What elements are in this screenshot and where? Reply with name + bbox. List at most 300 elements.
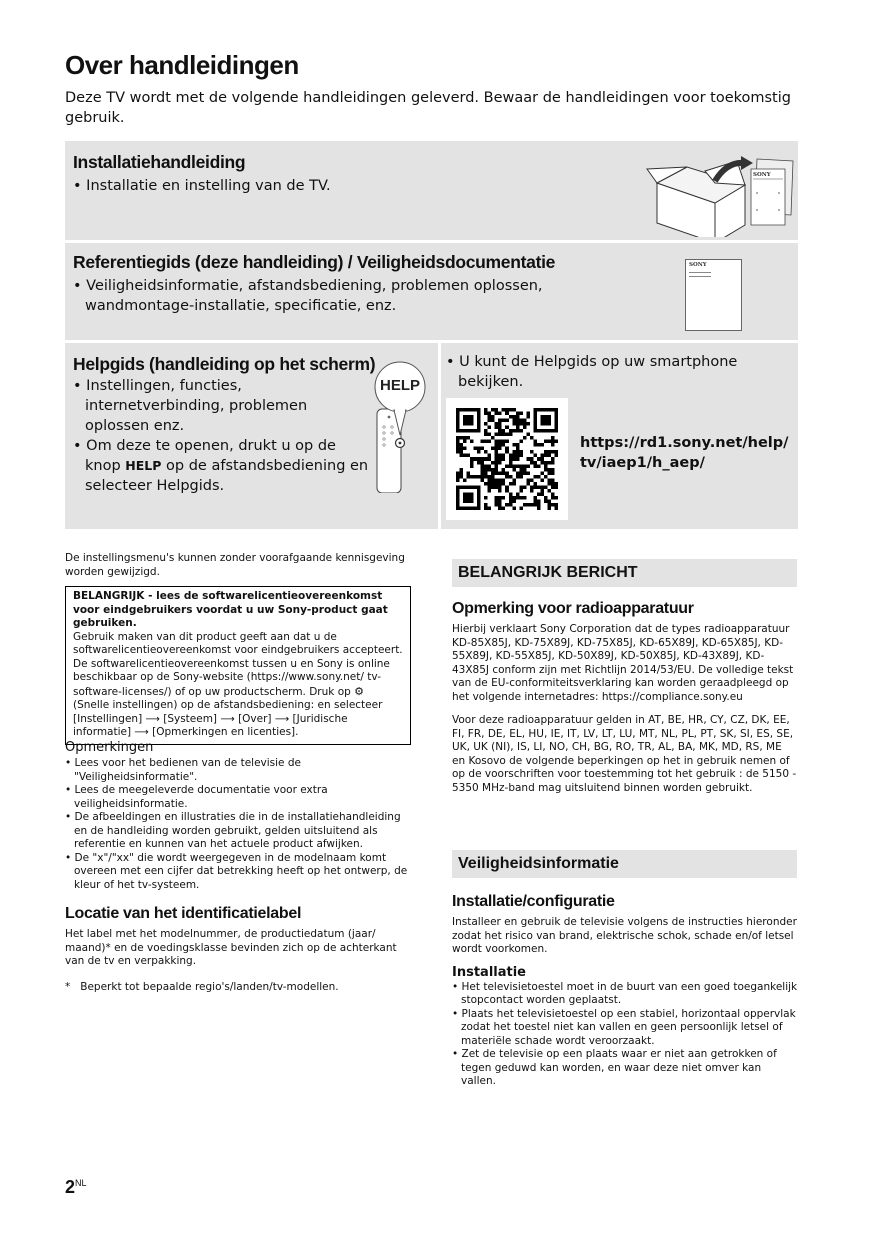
qr-module: [544, 422, 548, 426]
qr-module: [547, 440, 551, 444]
qr-module: [544, 454, 548, 458]
qr-module: [460, 485, 464, 489]
list-item: • Plaats het televisietoestel op een stabiel, horizontaal oppervlak zodat het toestel niet kan vallen en geen persoonlijk letsel of materiële schade wordt veroorzaakt.: [452, 1008, 798, 1049]
qr-module: [456, 496, 460, 500]
qr-module: [547, 461, 551, 465]
qr-module: [537, 492, 541, 496]
qr-module: [481, 468, 485, 472]
page-title: Over handleidingen: [65, 50, 299, 80]
qr-module: [516, 422, 520, 426]
qr-module: [537, 499, 541, 503]
qr-module: [519, 471, 523, 475]
qr-module: [551, 503, 555, 507]
qr-module: [477, 426, 481, 430]
qr-module: [554, 429, 558, 433]
qr-module: [523, 503, 527, 507]
qr-module: [551, 429, 555, 433]
menu-path-item: (Snelle instellingen) op de afstandsbediening: en selecteer [Instellingen]: [73, 699, 383, 725]
qr-module: [456, 447, 460, 451]
qr-module: [477, 412, 481, 416]
qr-module: [544, 415, 548, 419]
qr-module: [533, 461, 537, 465]
qr-module: [491, 415, 495, 419]
qr-module: [526, 471, 530, 475]
qr-module: [533, 485, 537, 489]
qr-module: [533, 440, 537, 444]
qr-module: [523, 436, 527, 440]
smartphone-help-box: [441, 343, 798, 529]
help-guide-bullets: [73, 376, 373, 496]
qr-module: [456, 503, 460, 507]
qr-module: [502, 496, 506, 500]
id-label-text: Het label met het modelnummer, de productiedatum (jaar/ maand)* en de voedingsklasse bevinden zich op de achterkant van de tv en verpakking.: [65, 928, 397, 967]
qr-module: [477, 450, 481, 454]
qr-module: [481, 464, 485, 468]
qr-module: [540, 492, 544, 496]
qr-module: [505, 489, 509, 493]
qr-module: [547, 506, 551, 510]
qr-module: [547, 422, 551, 426]
remarks-section: [65, 740, 413, 892]
qr-module: [488, 464, 492, 468]
qr-module: [498, 496, 502, 500]
qr-module: [484, 482, 488, 486]
list-item: • De afbeeldingen en illustraties die in de installatiehandleiding en de handleiding worden gebruikt, gelden uitsluitend als referentie en kunnen van het actuele product afwijken.: [65, 811, 413, 852]
qr-module: [516, 464, 520, 468]
qr-module: [488, 426, 492, 430]
help-bubble-label: HELP: [380, 377, 421, 394]
qr-module: [456, 485, 460, 489]
qr-module: [502, 433, 506, 437]
qr-module: [495, 408, 499, 412]
install-illustration-brand: SONY: [753, 172, 771, 178]
qr-module: [495, 461, 499, 465]
qr-module: [460, 443, 464, 447]
qr-module: [488, 412, 492, 416]
license-notice-text: [73, 631, 403, 740]
qr-module: [526, 482, 530, 486]
qr-module: [505, 412, 509, 416]
qr-module: [502, 471, 506, 475]
qr-module: [456, 412, 460, 416]
arrow-right-icon: ⟶: [274, 713, 290, 725]
qr-module: [495, 485, 499, 489]
qr-module: [537, 464, 541, 468]
qr-module: [537, 408, 541, 412]
qr-module: [495, 496, 499, 500]
qr-module: [484, 468, 488, 472]
qr-module: [509, 429, 513, 433]
qr-module: [512, 454, 516, 458]
arrow-right-icon: ⟶: [134, 727, 149, 738]
qr-module: [474, 475, 478, 479]
qr-module: [512, 506, 516, 510]
qr-module: [456, 426, 460, 430]
qr-module: [516, 429, 520, 433]
qr-module: [551, 485, 555, 489]
qr-module: [477, 429, 481, 433]
qr-module: [540, 489, 544, 493]
qr-module: [470, 499, 474, 503]
qr-module: [495, 503, 499, 507]
qr-module: [470, 415, 474, 419]
qr-module: [537, 475, 541, 479]
qr-module: [502, 440, 506, 444]
qr-module: [505, 471, 509, 475]
qr-module: [533, 419, 537, 423]
qr-module: [502, 506, 506, 510]
qr-module: [498, 433, 502, 437]
qr-module: [488, 489, 492, 493]
qr-module: [554, 440, 558, 444]
qr-module: [474, 408, 478, 412]
qr-module: [498, 503, 502, 507]
qr-module: [456, 415, 460, 419]
qr-module: [509, 496, 513, 500]
qr-module: [512, 499, 516, 503]
qr-module: [460, 450, 464, 454]
qr-module: [495, 447, 499, 451]
qr-module: [477, 496, 481, 500]
qr-module: [519, 485, 523, 489]
qr-module: [495, 457, 499, 461]
qr-module: [523, 496, 527, 500]
qr-module: [533, 415, 537, 419]
qr-module: [488, 433, 492, 437]
qr-module: [456, 492, 460, 496]
qr-module: [502, 429, 506, 433]
qr-module: [484, 503, 488, 507]
qr-module: [505, 408, 509, 412]
installation-guide-bullets: [73, 176, 331, 196]
qr-module: [505, 450, 509, 454]
qr-module: [512, 422, 516, 426]
settings-note: De instellingsmenu's kunnen zonder voorafgaande kennisgeving worden gewijzigd.: [65, 552, 405, 578]
help-url[interactable]: [580, 433, 788, 473]
qr-module: [470, 506, 474, 510]
qr-module: [477, 506, 481, 510]
qr-module: [467, 422, 471, 426]
qr-module: [533, 426, 537, 430]
qr-module: [554, 408, 558, 412]
qr-module: [460, 506, 464, 510]
qr-module: [547, 429, 551, 433]
qr-module: [516, 447, 520, 451]
qr-module: [467, 485, 471, 489]
qr-module: [554, 426, 558, 430]
qr-module: [509, 503, 513, 507]
qr-module: [495, 499, 499, 503]
qr-module: [547, 408, 551, 412]
id-label-footnote: * Beperkt tot bepaalde regio's/landen/tv-modellen.: [65, 980, 339, 993]
qr-module: [512, 443, 516, 447]
qr-module: [540, 471, 544, 475]
qr-module: [512, 415, 516, 419]
qr-module: [484, 471, 488, 475]
qr-module: [498, 447, 502, 451]
qr-module: [523, 419, 527, 423]
installation-subheading: Installatie: [452, 964, 526, 980]
qr-module: [495, 464, 499, 468]
qr-module: [470, 496, 474, 500]
qr-module: [523, 464, 527, 468]
qr-module: [456, 450, 460, 454]
qr-module: [502, 482, 506, 486]
qr-module: [498, 412, 502, 416]
menu-path-item: [Juridische informatie]: [73, 712, 348, 738]
reference-illustration-brand: SONY: [689, 262, 707, 268]
qr-module: [509, 433, 513, 437]
qr-module: [519, 496, 523, 500]
installation-config-text: Installeer en gebruik de televisie volgens de instructies hieronder zodat het risico van brand, elektrische schok, schade en/of letsel wordt voorkomen.: [452, 916, 797, 955]
list-item: • Lees de meegeleverde documentatie voor extra veiligheidsinformatie.: [65, 784, 413, 811]
qr-module: [519, 422, 523, 426]
help-bullet-text: Om deze te openen, drukt u op de knop: [85, 438, 336, 474]
qr-module: [467, 429, 471, 433]
qr-module: [460, 468, 464, 472]
qr-module: [519, 419, 523, 423]
remarks-heading: Opmerkingen: [65, 740, 154, 755]
qr-module: [540, 461, 544, 465]
qr-module: [512, 408, 516, 412]
qr-module: [540, 422, 544, 426]
qr-module: [491, 447, 495, 451]
qr-module: [498, 471, 502, 475]
safety-information-band: Veiligheidsinformatie: [452, 850, 797, 878]
qr-module: [474, 485, 478, 489]
qr-module: [498, 506, 502, 510]
qr-module: [554, 415, 558, 419]
qr-module: [526, 422, 530, 426]
qr-module: [551, 496, 555, 500]
reference-guide-heading: Referentiegids (deze handleiding) / Veiligheidsdocumentatie: [73, 252, 556, 272]
qr-module: [512, 468, 516, 472]
qr-module: [488, 468, 492, 472]
list-item: • U kunt de Helpgids op uw smartphone bekijken.: [446, 352, 746, 392]
tv-box-illustration-icon: [645, 155, 795, 237]
qr-module: [519, 464, 523, 468]
qr-module: [467, 492, 471, 496]
qr-module: [495, 450, 499, 454]
qr-module: [523, 471, 527, 475]
qr-module: [509, 475, 513, 479]
qr-module: [533, 429, 537, 433]
qr-module: [484, 464, 488, 468]
qr-module: [516, 492, 520, 496]
qr-module: [463, 499, 467, 503]
qr-module: [477, 503, 481, 507]
page-language: NL: [75, 1178, 87, 1188]
qr-module: [533, 503, 537, 507]
qr-module: [547, 419, 551, 423]
qr-module: [460, 429, 464, 433]
qr-module: [505, 433, 509, 437]
qr-module: [533, 422, 537, 426]
qr-module: [537, 506, 541, 510]
radio-equipment-text: Hierbij verklaart Sony Corporation dat de types radioapparatuur KD-85X85J, KD-75X89J, KD-75X85J, KD-65X89J, KD-65X85J, KD-55X89J, KD-55X85J, KD-50X89J, KD-50X85J, KD-43X89J, KD-43X85J conform zijn met Richtlijn 2014/53/EU. De volledige tekst van de EU-conformiteitsverklaring kan worden geraadpleegd op het volgende internetadres: https://compliance.sony.eu: [452, 623, 794, 703]
qr-module: [554, 422, 558, 426]
qr-module: [498, 440, 502, 444]
qr-module: [533, 412, 537, 416]
qr-module: [484, 429, 488, 433]
qr-module: [516, 454, 520, 458]
qr-module: [495, 482, 499, 486]
reference-guide-illustration: [685, 259, 742, 331]
qr-module: [474, 447, 478, 451]
menu-path-item: [Over]: [238, 712, 272, 725]
qr-module: [456, 422, 460, 426]
qr-module: [463, 415, 467, 419]
qr-module: [530, 489, 534, 493]
qr-module: [474, 506, 478, 510]
qr-module: [505, 464, 509, 468]
qr-module: [470, 492, 474, 496]
qr-module: [477, 492, 481, 496]
qr-module: [554, 450, 558, 454]
qr-module: [491, 478, 495, 482]
qr-module: [495, 478, 499, 482]
qr-module: [530, 478, 534, 482]
qr-module: [470, 419, 474, 423]
qr-module: [551, 443, 555, 447]
qr-code[interactable]: [446, 398, 568, 520]
qr-module: [530, 436, 534, 440]
qr-module: [456, 471, 460, 475]
reference-guide-box: [65, 243, 798, 340]
qr-module: [467, 506, 471, 510]
qr-module: [484, 422, 488, 426]
qr-module: [481, 447, 485, 451]
qr-module: [547, 415, 551, 419]
qr-module: [547, 454, 551, 458]
qr-module: [547, 489, 551, 493]
qr-module: [554, 482, 558, 486]
qr-module: [509, 454, 513, 458]
qr-module: [463, 447, 467, 451]
qr-module: [477, 461, 481, 465]
qr-module: [481, 461, 485, 465]
qr-module: [470, 475, 474, 479]
qr-module: [460, 447, 464, 451]
menu-path-item: [Opmerkingen en licenties].: [152, 726, 299, 738]
qr-module: [463, 422, 467, 426]
qr-module: [516, 443, 520, 447]
qr-module: [477, 422, 481, 426]
qr-module: [456, 478, 460, 482]
qr-module: [523, 426, 527, 430]
qr-module: [467, 496, 471, 500]
qr-module: [516, 426, 520, 430]
qr-module: [477, 457, 481, 461]
qr-module: [516, 496, 520, 500]
qr-module: [488, 440, 492, 444]
qr-module: [519, 468, 523, 472]
list-item: • Het televisietoestel moet in de buurt van een goed toegankelijk stopcontact worden geplaatst.: [452, 981, 798, 1008]
qr-module: [533, 496, 537, 500]
qr-module: [481, 471, 485, 475]
menu-path-item: [Systeem]: [163, 712, 218, 725]
qr-module: [523, 468, 527, 472]
id-label-heading: Locatie van het identificatielabel: [65, 905, 302, 922]
qr-module: [512, 482, 516, 486]
qr-module: [460, 475, 464, 479]
qr-module: [544, 468, 548, 472]
qr-module: [463, 506, 467, 510]
qr-module: [498, 426, 502, 430]
qr-module: [519, 489, 523, 493]
qr-module: [498, 485, 502, 489]
qr-module: [470, 461, 474, 465]
qr-module: [498, 478, 502, 482]
qr-module: [463, 440, 467, 444]
qr-module: [512, 419, 516, 423]
qr-module: [547, 471, 551, 475]
qr-module: [519, 506, 523, 510]
qr-module: [470, 485, 474, 489]
qr-module: [544, 429, 548, 433]
qr-module: [519, 475, 523, 479]
qr-module: [470, 440, 474, 444]
qr-module: [509, 492, 513, 496]
qr-module: [484, 506, 488, 510]
qr-module: [533, 464, 537, 468]
qr-module: [537, 443, 541, 447]
qr-module: [502, 443, 506, 447]
qr-module: [540, 485, 544, 489]
qr-module: [495, 471, 499, 475]
important-notice-band: BELANGRIJK BERICHT: [452, 559, 797, 587]
installation-guide-heading: Installatiehandleiding: [73, 152, 246, 172]
qr-module: [547, 468, 551, 472]
list-item: • Veiligheidsinformatie, afstandsbediening, problemen oplossen, wandmontage-installatie, specificatie, enz.: [73, 276, 563, 316]
qr-module: [470, 464, 474, 468]
qr-module: [502, 468, 506, 472]
qr-module: [544, 475, 548, 479]
qr-module: [502, 457, 506, 461]
qr-module: [467, 415, 471, 419]
qr-module: [477, 499, 481, 503]
list-item: • Lees voor het bedienen van de televisie de "Veiligheidsinformatie".: [65, 757, 413, 784]
qr-module: [512, 496, 516, 500]
qr-module: [477, 419, 481, 423]
qr-module: [484, 412, 488, 416]
qr-module: [537, 485, 541, 489]
help-url-line: tv/iaep1/h_aep/: [580, 455, 705, 471]
qr-module: [509, 461, 513, 465]
qr-module: [488, 478, 492, 482]
qr-module: [540, 408, 544, 412]
qr-module: [551, 436, 555, 440]
qr-module: [467, 436, 471, 440]
qr-module: [526, 415, 530, 419]
qr-module: [460, 471, 464, 475]
qr-module: [484, 457, 488, 461]
qr-module: [495, 443, 499, 447]
qr-module: [491, 436, 495, 440]
qr-module: [530, 450, 534, 454]
qr-module: [505, 419, 509, 423]
qr-module: [498, 422, 502, 426]
qr-module: [488, 506, 492, 510]
qr-module: [456, 506, 460, 510]
qr-module: [463, 408, 467, 412]
qr-module: [477, 408, 481, 412]
qr-module: [544, 408, 548, 412]
qr-module: [498, 429, 502, 433]
qr-module: [460, 436, 464, 440]
qr-module: [495, 468, 499, 472]
id-label-section: [65, 905, 413, 994]
